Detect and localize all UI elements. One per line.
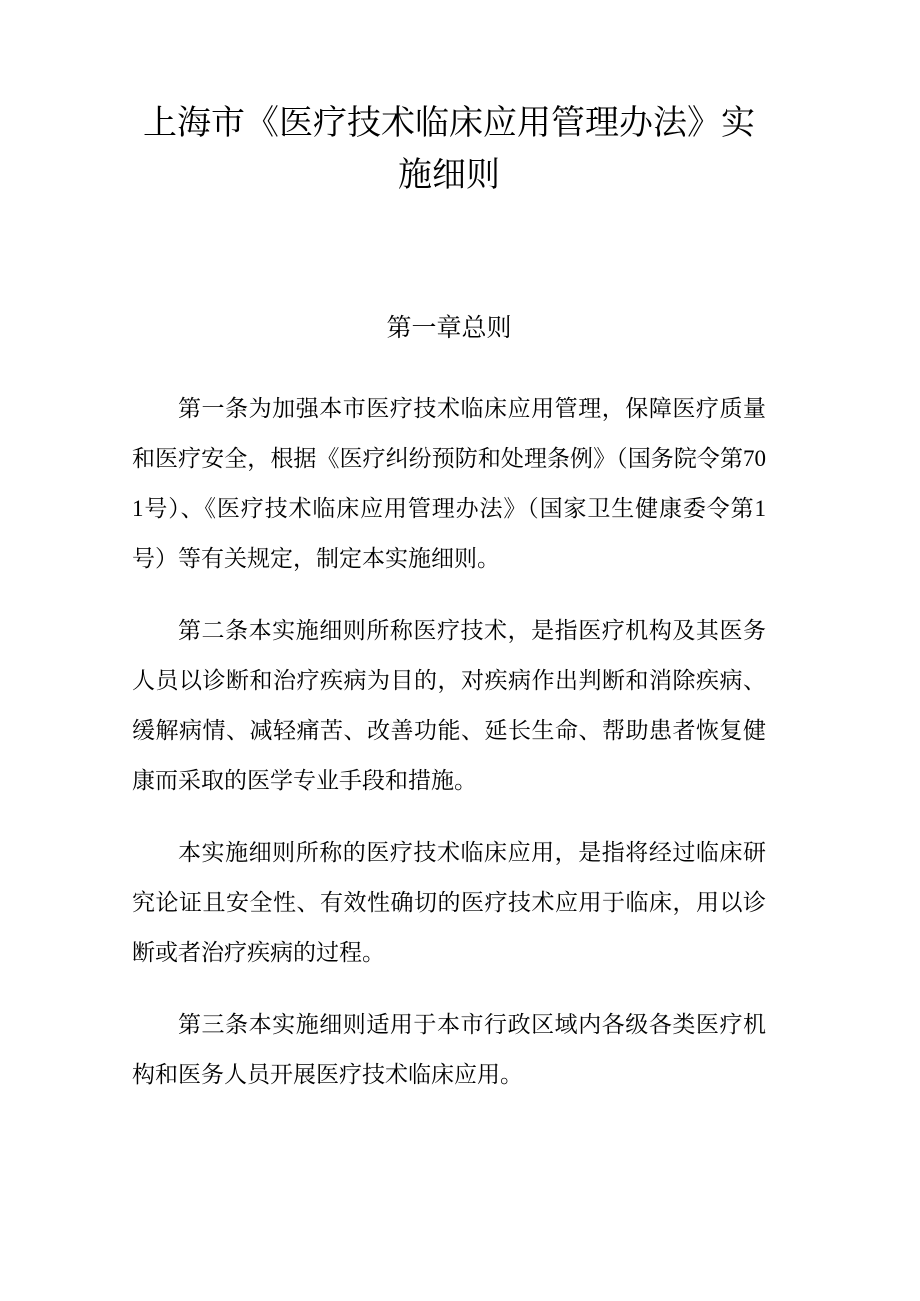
document-title-line-2: 施细则: [398, 157, 500, 194]
paragraph-article-2-continuation: 本实施细则所称的医疗技术临床应用，是指将经过临床研究论证且安全性、有效性确切的医疗技术应用于临床，用以诊断或者治疗疾病的过程。: [132, 840, 766, 965]
paragraph-article-1: 第一条为加强本市医疗技术临床应用管理，保障医疗质量和医疗安全，根据《医疗纠纷预防和处理条例》（国务院令第701号）、《医疗技术临床应用管理办法》（国家卫生健康委令第1号）等有关规定，制定本实施细则。: [132, 396, 766, 571]
chapter-heading: 第一章总则: [386, 315, 512, 342]
paragraph-article-2: 第二条本实施细则所称医疗技术，是指医疗机构及其医务人员以诊断和治疗疾病为目的，对疾病作出判断和消除疾病、缓解病情、减轻痛苦、改善功能、延长生命、帮助患者恢复健康而采取的医学专业手段和措施。: [132, 618, 766, 793]
document-title: [132, 98, 766, 202]
paragraph-article-3: 第三条本实施细则适用于本市行政区域内各级各类医疗机构和医务人员开展医疗技术临床应用。: [132, 1012, 766, 1087]
document-title-line-1: 上海市《医疗技术临床应用管理办法》实: [143, 105, 755, 142]
